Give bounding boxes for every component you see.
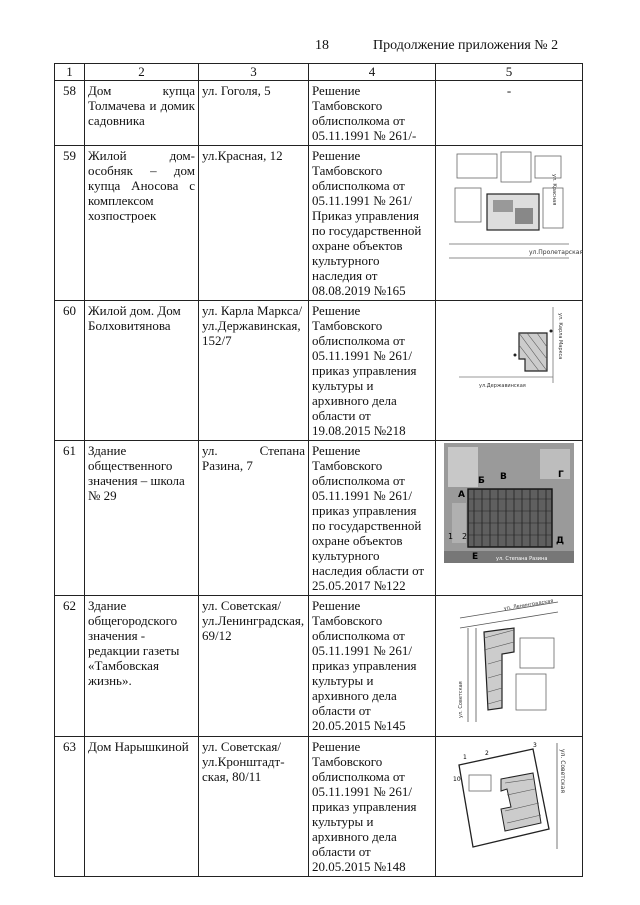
plan-point-label: В [500,472,507,482]
table-row [55,737,583,877]
column-header: 1 [55,64,85,81]
plan-street-label: ул.Пролетарская [529,249,583,256]
object-name: Дом Нарышкиной [85,737,199,877]
site-plan-cell [436,81,583,146]
no-plan-dash: - [506,83,512,98]
site-plan-cell [436,596,583,737]
plan-street-label: ул.Державинская [479,383,526,389]
plan-point-label: 10 [453,776,461,783]
site-plan-cell [436,301,583,441]
plan-point-label: 2 [485,750,489,757]
site-plan-image [449,148,583,270]
plan-point-label: 3 [533,742,537,749]
column-header: 2 [85,64,199,81]
site-plan-image [449,303,569,393]
object-address: ул. Гоголя, 5 [199,81,309,146]
row-number: 59 [55,146,85,301]
protection-decision: Решение Тамбовского облисполкома от 05.11.1991 № 261/ приказ управления культуры и архивного дела области от 19.08.2015 №218 [309,301,436,441]
site-plan-cell [436,146,583,301]
plan-street-label: ул. Советская [458,681,464,718]
site-plan-image [449,739,569,857]
column-header: 5 [436,64,583,81]
object-name: Здание общегородского значения - редакции газеты «Тамбовская жизнь». [85,596,199,737]
object-address: ул. Советская/ ул.Кронштадт-ская, 80/11 [199,737,309,877]
plan-street-label: ул. Карла Маркса [557,313,563,360]
site-plan-cell [436,441,583,596]
table-row [55,441,583,596]
plan-street-label: ул. Ленинградская [503,598,554,612]
site-plan-cell [436,737,583,877]
object-address: ул.Красная, 12 [199,146,309,301]
plan-point-label: 2 [462,532,468,541]
plan-street-label: ул. Красная [551,174,557,206]
row-number: 61 [55,441,85,596]
plan-point-label: Е [472,552,479,562]
table-row [55,596,583,737]
row-number: 58 [55,81,85,146]
page-number: 18 [315,38,329,53]
row-number: 63 [55,737,85,877]
plan-point-label: Г [558,470,564,480]
object-address: ул. Степана Разина, 7 [199,441,309,596]
object-name: Дом купца Толмачева и домик садовника [85,81,199,146]
object-name: Жилой дом-особняк – дом купца Аносова с комплексом хозпостроек [85,146,199,301]
plan-point-label: 1 [463,754,467,761]
object-name: Жилой дом. Дом Болховитянова [85,301,199,441]
table-row [55,81,583,146]
protection-decision: Решение Тамбовского облисполкома от 05.11.1991 № 261/- [309,81,436,146]
heritage-objects-table [54,63,583,877]
site-plan-image [454,598,564,724]
plan-street-label: ул. Степана Разина [496,556,548,562]
row-number: 60 [55,301,85,441]
object-address: ул. Советская/ ул.Ленинградская, 69/12 [199,596,309,737]
table-row [55,146,583,301]
column-header: 4 [309,64,436,81]
table-header-row [55,64,583,81]
object-name: Здание общественного значения – школа № 29 [85,441,199,596]
plan-point-label: Д [556,536,565,546]
row-number: 62 [55,596,85,737]
plan-point-label: 1 [448,532,454,541]
site-plan-image [444,443,574,563]
protection-decision: Решение Тамбовского облисполкома от 05.11.1991 № 261/ приказ управления культуры и архивного дела области от 20.05.2015 №148 [309,737,436,877]
table-row [55,301,583,441]
plan-point-label: А [458,490,465,500]
object-address: ул. Карла Маркса/ ул.Державинская, 152/7 [199,301,309,441]
plan-street-label: ул. Советская [559,749,566,793]
protection-decision: Решение Тамбовского облисполкома от 05.11.1991 № 261/Приказ управления по государственной охране объектов культурного наследия от 08.08.2019 №165 [309,146,436,301]
protection-decision: Решение Тамбовского облисполкома от 05.11.1991 № 261/ приказ управления по государственной охране объектов культурного наследия области от 25.05.2017 №122 [309,441,436,596]
appendix-continuation-title: Продолжение приложения № 2 [373,38,559,53]
protection-decision: Решение Тамбовского облисполкома от 05.11.1991 № 261/ приказ управления культуры и архивного дела области от 20.05.2015 №145 [309,596,436,737]
plan-point-label: Б [478,476,485,486]
column-header: 3 [199,64,309,81]
